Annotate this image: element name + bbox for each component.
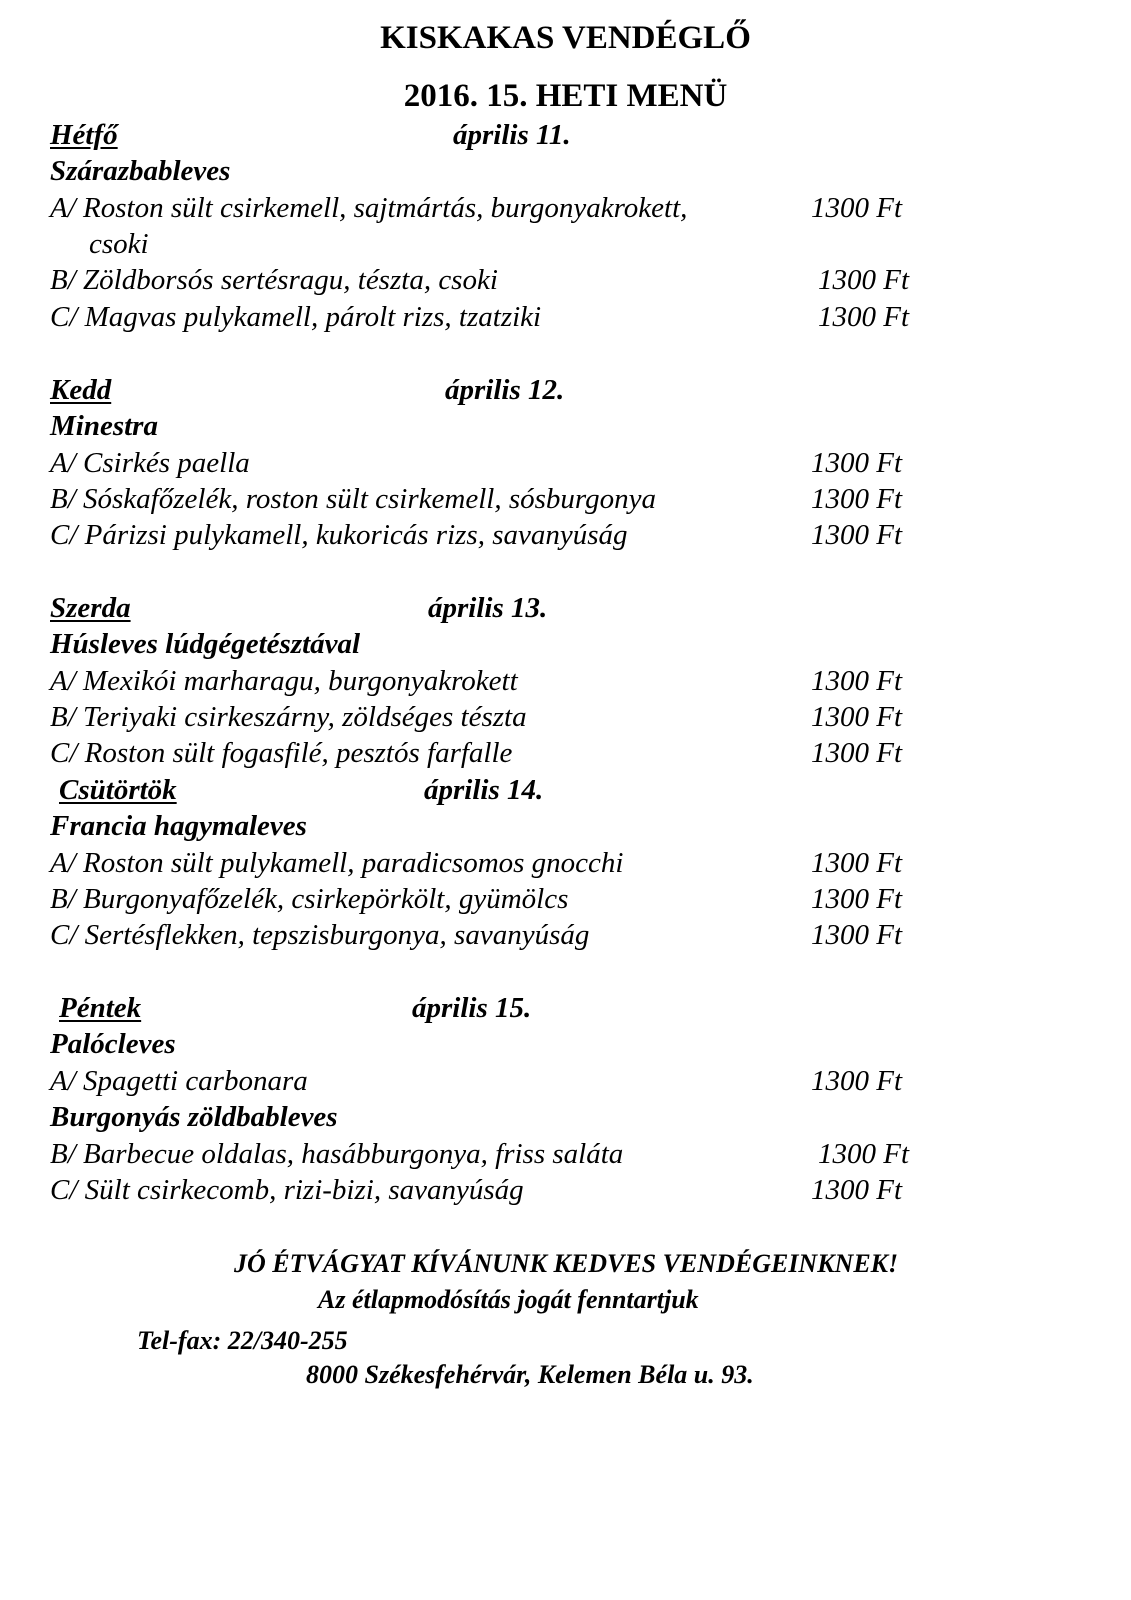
menu-item: C/ Párizsi pulykamell, kukoricás rizs, savanyúság xyxy=(50,519,628,551)
menu-item: A/ Mexikói marharagu, burgonyakrokett xyxy=(50,665,518,697)
soup-name: Szárazbableves xyxy=(50,155,231,187)
day-name: Kedd xyxy=(50,374,112,406)
day-date: április 15. xyxy=(412,992,532,1024)
menu-item-price: 1300 Ft xyxy=(811,919,903,951)
soup-name: Palócleves xyxy=(50,1028,176,1060)
menu-item: B/ Barbecue oldalas, hasábburgonya, friss saláta xyxy=(50,1138,624,1170)
footer-address: 8000 Székesfehérvár, Kelemen Béla u. 93. xyxy=(306,1360,754,1389)
menu-item-price: 1300 Ft xyxy=(811,519,903,551)
menu-item: C/ Magvas pulykamell, párolt rizs, tzatziki xyxy=(50,301,542,333)
soup-name-alt: Burgonyás zöldbableves xyxy=(50,1101,338,1133)
day-name: Péntek xyxy=(59,992,142,1024)
footer-greeting: JÓ ÉTVÁGYAT KÍVÁNUNK KEDVES VENDÉGEINKNEK! xyxy=(234,1249,899,1278)
menu-item: A/ Csirkés paella xyxy=(50,447,250,479)
menu-item-price: 1300 Ft xyxy=(811,665,903,697)
menu-item: A/ Roston sült csirkemell, sajtmártás, burgonyakrokett, xyxy=(50,192,688,224)
day-date: április 13. xyxy=(428,592,548,624)
menu-item-price: 1300 Ft xyxy=(811,447,903,479)
soup-name: Francia hagymaleves xyxy=(50,810,307,842)
menu-item: B/ Zöldborsós sertésragu, tészta, csoki xyxy=(50,264,498,296)
day-date: április 14. xyxy=(424,774,544,806)
day-name: Szerda xyxy=(50,592,131,624)
day-date: április 11. xyxy=(453,119,571,151)
menu-item-price: 1300 Ft xyxy=(811,737,903,769)
menu-item-price: 1300 Ft xyxy=(811,1174,903,1206)
menu-item-price: 1300 Ft xyxy=(811,192,903,224)
menu-item: C/ Sertésflekken, tepszisburgonya, savanyúság xyxy=(50,919,590,951)
menu-item-price: 1300 Ft xyxy=(818,264,910,296)
menu-item: C/ Sült csirkecomb, rizi-bizi, savanyúság xyxy=(50,1174,524,1206)
menu-item-price: 1300 Ft xyxy=(818,301,910,333)
menu-item: A/ Roston sült pulykamell, paradicsomos gnocchi xyxy=(50,847,624,879)
menu-item-continuation: csoki xyxy=(89,228,149,260)
menu-item: A/ Spagetti carbonara xyxy=(50,1065,308,1097)
day-name: Hétfő xyxy=(50,119,118,151)
menu-item-price: 1300 Ft xyxy=(811,883,903,915)
week-menu-title: 2016. 15. HETI MENÜ xyxy=(403,78,728,114)
menu-item: C/ Roston sült fogasfilé, pesztós farfalle xyxy=(50,737,513,769)
restaurant-name: KISKAKAS VENDÉGLŐ xyxy=(380,20,751,56)
soup-name: Minestra xyxy=(50,410,158,442)
menu-item: B/ Burgonyafőzelék, csirkepörkölt, gyümölcs xyxy=(50,883,569,915)
day-name: Csütörtök xyxy=(59,774,177,806)
menu-item: B/ Teriyaki csirkeszárny, zöldséges tészta xyxy=(50,701,527,733)
menu-item-price: 1300 Ft xyxy=(811,483,903,515)
soup-name: Húsleves lúdgégetésztával xyxy=(50,628,361,660)
menu-item: B/ Sóskafőzelék, roston sült csirkemell, sósburgonya xyxy=(50,483,656,515)
menu-item-price: 1300 Ft xyxy=(818,1138,910,1170)
menu-item-price: 1300 Ft xyxy=(811,1065,903,1097)
footer-disclaimer: Az étlapmodósítás jogát fenntartjuk xyxy=(318,1285,699,1314)
menu-item-price: 1300 Ft xyxy=(811,847,903,879)
menu-item-price: 1300 Ft xyxy=(811,701,903,733)
footer-phone: Tel-fax: 22/340-255 xyxy=(137,1326,348,1355)
day-date: április 12. xyxy=(445,374,565,406)
